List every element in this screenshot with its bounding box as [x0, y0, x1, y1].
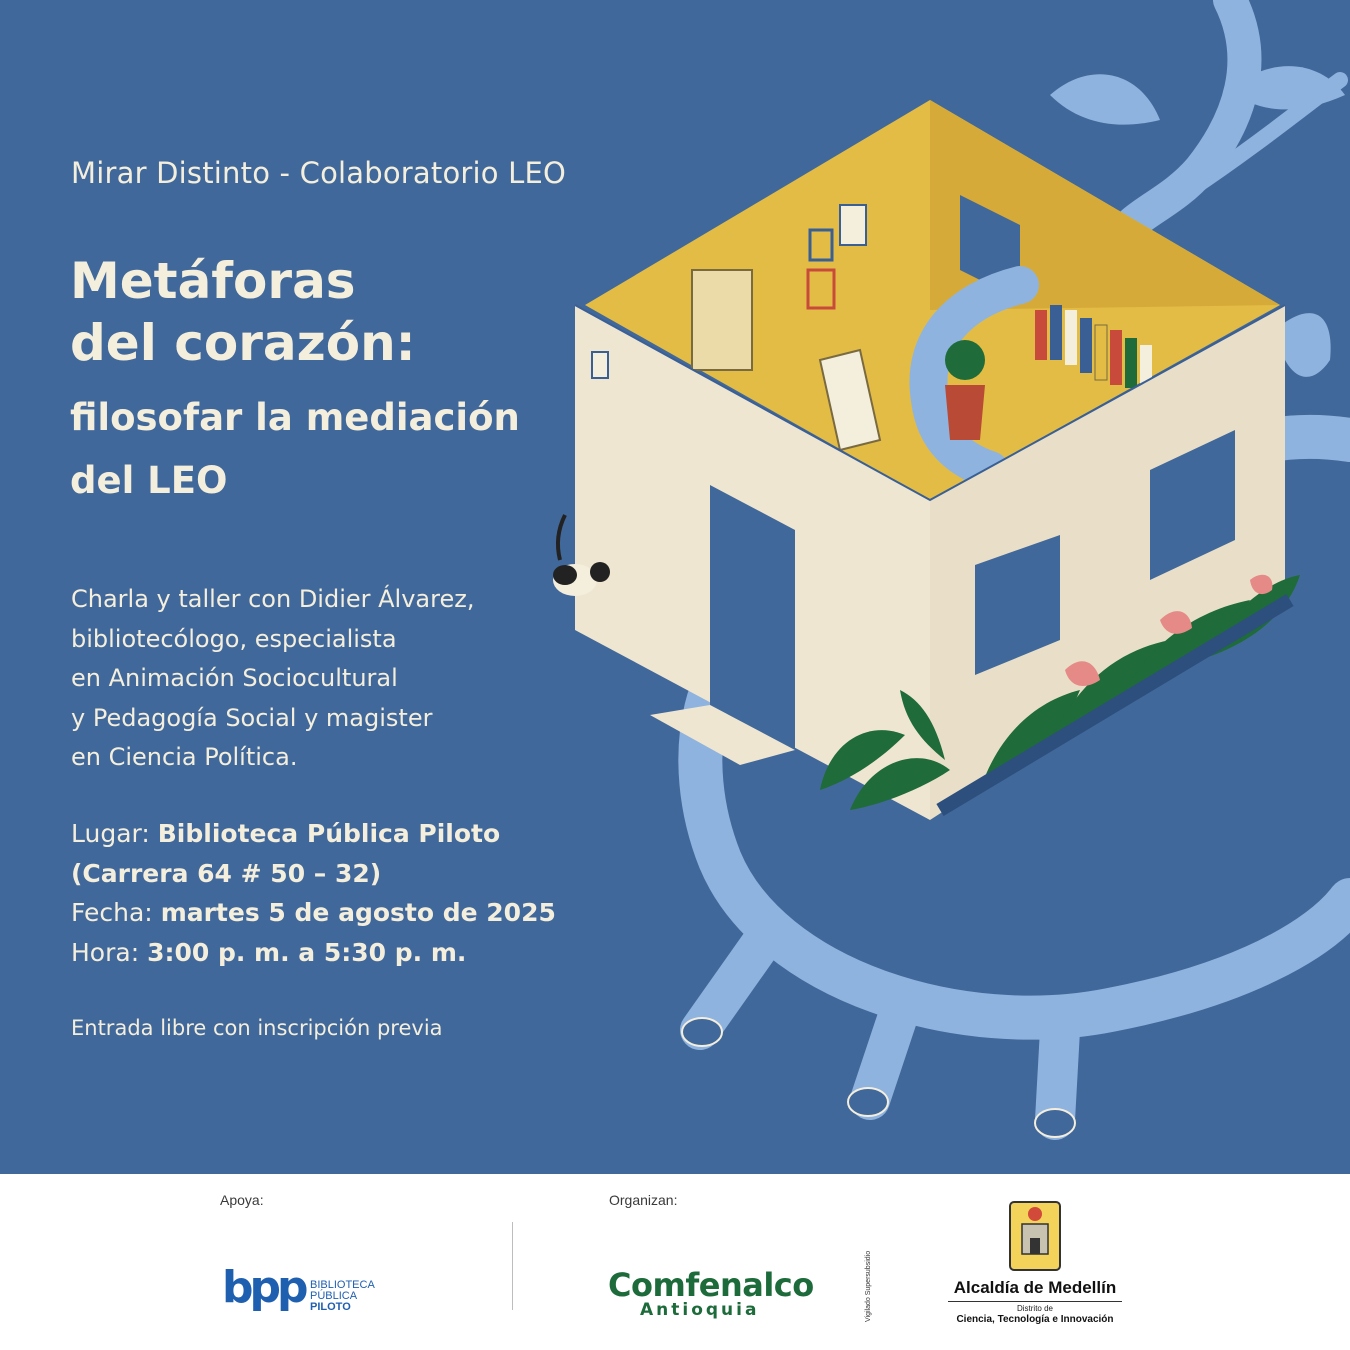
- date-row: [71, 893, 556, 933]
- event-title: [70, 250, 416, 374]
- title-line: del corazón:: [70, 314, 416, 372]
- event-description: [71, 580, 474, 778]
- place-label: Lugar:: [71, 819, 158, 848]
- description-line: y Pedagogía Social y magister: [71, 703, 433, 732]
- support-label: Apoya:: [220, 1192, 264, 1208]
- place-row: [71, 814, 556, 854]
- tube-end-3: [1035, 1109, 1075, 1137]
- event-subtitle: [70, 386, 520, 512]
- place-address: (Carrera 64 # 50 – 32): [71, 858, 382, 888]
- vigilado-mark: [858, 1218, 884, 1328]
- comfenalco-logo: [608, 1266, 814, 1320]
- time-value: 3:00 p. m. a 5:30 p. m.: [147, 937, 467, 967]
- mailbox: [592, 352, 608, 378]
- entry-note: Entrada libre con inscripción previa: [71, 1016, 443, 1040]
- bpp-line: PILOTO: [310, 1301, 351, 1313]
- house-door: [710, 485, 795, 750]
- footer-divider: [512, 1222, 513, 1310]
- subtitle-line: del LEO: [70, 459, 228, 502]
- date-value: martes 5 de agosto de 2025: [160, 898, 556, 927]
- coat-of-arms-icon: [1008, 1200, 1062, 1272]
- organize-label: Organizan:: [609, 1192, 678, 1208]
- place-value: Biblioteca Pública Piloto: [157, 819, 501, 848]
- description-line: bibliotecólogo, especialista: [71, 624, 397, 653]
- alcaldia-rule: [948, 1301, 1122, 1302]
- alcaldia-district: Distrito de: [1016, 1304, 1053, 1313]
- address-row: [71, 854, 556, 894]
- bpp-wordmark: [310, 1280, 375, 1313]
- time-label: Hora:: [71, 937, 148, 967]
- tube-end-1: [682, 1018, 722, 1046]
- sponsor-footer: [0, 1174, 1350, 1350]
- title-line: Metáforas: [70, 252, 356, 310]
- wall-frame-2: [840, 205, 866, 245]
- description-line: en Ciencia Política.: [71, 743, 298, 771]
- plant-pot: [945, 385, 985, 440]
- description-line: Charla y taller con Didier Álvarez,: [71, 585, 475, 613]
- description-line: en Animación Sociocultural: [71, 664, 398, 692]
- bpp-mark: bpp: [222, 1262, 305, 1313]
- pot-plant-leaves: [945, 340, 985, 380]
- bpp-line: PÚBLICA: [310, 1290, 358, 1302]
- subtitle-line: filosofar la mediación: [70, 396, 520, 439]
- event-details: [71, 814, 556, 972]
- vigilado-text: Vigilado Supersubsidio: [865, 1250, 872, 1322]
- tube-leg-1: [700, 945, 760, 1030]
- alcaldia-sub: Ciencia, Tecnología e Innovación: [956, 1314, 1114, 1325]
- comfenalco-sub: Antioquia: [640, 1300, 760, 1320]
- comfenalco-name: Comfenalco: [608, 1266, 814, 1304]
- tube-leg-2: [870, 1010, 900, 1100]
- date-label: Fecha:: [71, 898, 161, 927]
- event-kicker: Mirar Distinto - Colaboratorio LEO: [71, 156, 567, 190]
- tube-leg-3: [1055, 1030, 1060, 1120]
- leaf-1: [1050, 74, 1160, 124]
- alcaldia-name: Alcaldía de Medellín: [953, 1278, 1117, 1297]
- tube-end-2: [848, 1088, 888, 1116]
- bpp-line: BIBLIOTECA: [310, 1279, 375, 1291]
- time-row: [71, 933, 556, 973]
- poster-frame: [692, 270, 752, 370]
